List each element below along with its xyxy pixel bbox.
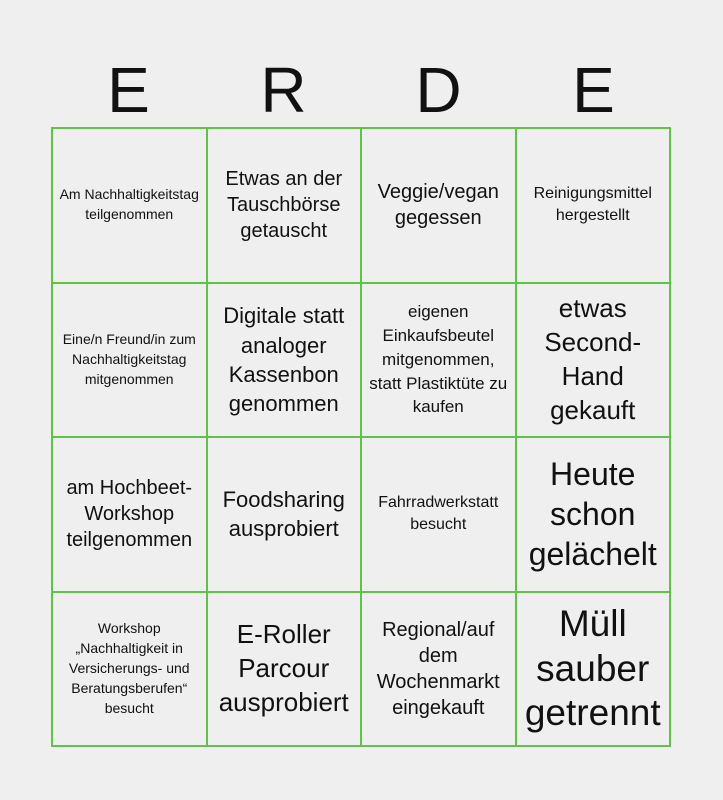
bingo-cell-label: Fahrradwerkstatt besucht: [378, 493, 499, 534]
bingo-cell-label: eigenen Einkaufsbeutel mitgenommen, statt Plastiktüte zu kaufen: [369, 302, 508, 417]
header-letter-d: D: [415, 54, 462, 126]
bingo-cell-r3c3[interactable]: [361, 437, 516, 592]
bingo-cell-label: Reinigungsmittel hergestellt: [533, 184, 652, 225]
bingo-cell-label: am Hochbeet-Workshop teilgenommen: [66, 477, 193, 552]
bingo-cell-r1c2[interactable]: [207, 128, 362, 283]
bingo-cell-label: Eine/n Freund/in zum Nachhaltigkeitstag mitgenommen: [62, 330, 196, 387]
bingo-cell-r1c4[interactable]: [516, 128, 671, 283]
bingo-cell-r1c3[interactable]: [361, 128, 516, 283]
bingo-cell-label: Veggie/vegan gegessen: [377, 181, 499, 230]
header-letter-e-1: E: [107, 54, 150, 126]
bingo-cell-label: Digitale statt analoger Kassenbon genommen: [223, 303, 345, 416]
bingo-cell-label: Am Nachhaltigkeitstag teilgenommen: [59, 186, 199, 223]
bingo-cell-r1c1[interactable]: [52, 128, 207, 283]
bingo-cell-label: Foodsharing ausprobiert: [222, 487, 345, 542]
bingo-header: [51, 54, 671, 126]
bingo-cell-label: etwas Second-Hand gekauft: [544, 293, 642, 425]
bingo-cell-label: Müll sauber getrennt: [524, 603, 661, 733]
bingo-cell-r2c1[interactable]: [52, 283, 207, 438]
bingo-cell-r4c4[interactable]: [516, 592, 671, 747]
bingo-cell-r3c4[interactable]: [516, 437, 671, 592]
bingo-cell-label: Regional/auf dem Wochenmarkt eingekauft: [376, 618, 500, 719]
bingo-cell-r3c2[interactable]: [207, 437, 362, 592]
bingo-cell-label: Heute schon gelächelt: [528, 456, 657, 573]
bingo-cell-r4c1[interactable]: [52, 592, 207, 747]
bingo-cell-r2c3[interactable]: [361, 283, 516, 438]
bingo-cell-label: E-Roller Parcour ausprobiert: [218, 619, 349, 717]
bingo-cell-r2c2[interactable]: [207, 283, 362, 438]
bingo-cell-r4c2[interactable]: [207, 592, 362, 747]
header-letter-e-2: E: [572, 54, 615, 126]
bingo-cell-label: Workshop „Nachhaltigkeit in Versicherungs- und Beratungsberufen“ besucht: [68, 620, 190, 716]
bingo-cell-r4c3[interactable]: [361, 592, 516, 747]
header-letter-r: R: [260, 54, 307, 126]
bingo-cell-r3c1[interactable]: [52, 437, 207, 592]
bingo-cell-r2c4[interactable]: [516, 283, 671, 438]
bingo-board: [51, 127, 671, 747]
bingo-cell-label: Etwas an der Tauschbörse getauscht: [225, 168, 343, 243]
